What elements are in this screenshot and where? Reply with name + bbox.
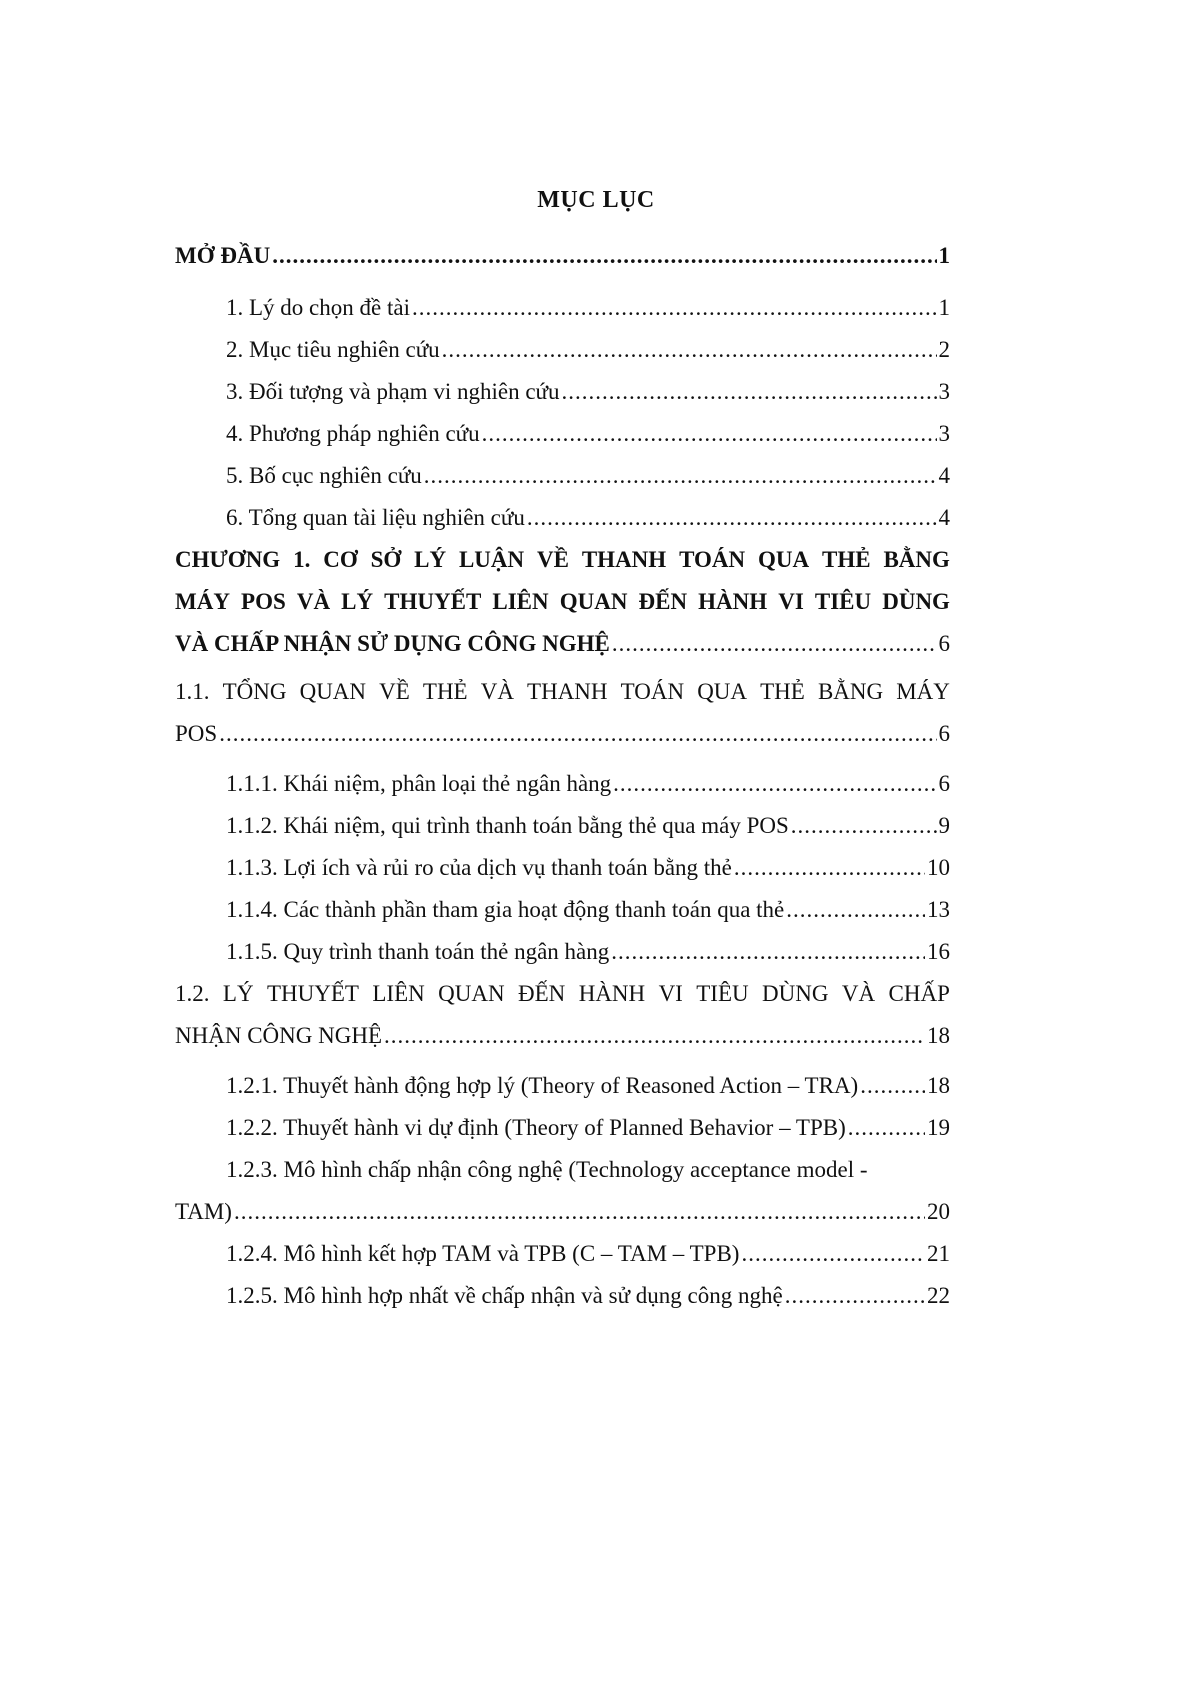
- dot-leader: [734, 847, 925, 889]
- toc-entry-text: 1.1.2. Khái niệm, qui trình thanh toán bằng thẻ qua máy POS: [226, 813, 789, 838]
- toc-entry-1-2-1[interactable]: [175, 1065, 950, 1107]
- word: QUA: [697, 679, 748, 704]
- toc-page-number: 9: [938, 813, 950, 838]
- word: THẺ: [760, 679, 805, 704]
- toc-entry-text: 6. Tổng quan tài liệu nghiên cứu: [226, 505, 525, 530]
- toc-list: [175, 235, 950, 1317]
- word: TIÊU: [814, 589, 872, 614]
- toc-page-number: 19: [927, 1115, 950, 1140]
- toc-page-number: 18: [927, 1023, 950, 1048]
- word: HÀNH: [578, 981, 646, 1006]
- toc-entry-text: 4. Phương pháp nghiên cứu: [226, 421, 480, 446]
- word: VỀ: [537, 547, 569, 572]
- toc-entry-text: POS: [175, 721, 218, 746]
- word: DÙNG: [762, 981, 829, 1006]
- dot-leader: [612, 623, 937, 665]
- word: BẰNG: [883, 547, 950, 572]
- justified-line: [175, 671, 950, 713]
- toc-entry-text: 1.2.1. Thuyết hành động hợp lý (Theory of Reasoned Action – TRA): [226, 1073, 859, 1098]
- word: VI: [778, 589, 804, 614]
- word: LÝ: [222, 981, 254, 1006]
- toc-entry-intro-1[interactable]: [175, 287, 950, 329]
- word: 1.2.: [175, 981, 210, 1006]
- word: POS: [241, 589, 286, 614]
- word: CHẤP: [888, 981, 950, 1006]
- word: LIÊN: [492, 589, 549, 614]
- toc-page-number: 21: [927, 1241, 950, 1266]
- dot-leader: [613, 763, 936, 805]
- word: MÁY: [175, 589, 230, 614]
- toc-page-number: 6: [938, 771, 950, 796]
- dot-leader: [412, 287, 937, 329]
- dot-leader: [848, 1107, 925, 1149]
- toc-entry-text: VÀ CHẤP NHẬN SỬ DỤNG CÔNG NGHỆ: [175, 631, 610, 656]
- toc-entry-text: 1.1.1. Khái niệm, phân loại thẻ ngân hàng: [226, 771, 612, 796]
- word: DÙNG: [882, 589, 950, 614]
- toc-entry-1-1-5[interactable]: [175, 931, 950, 973]
- toc-entry-section-1-1[interactable]: [175, 671, 950, 755]
- toc-page-number: 13: [927, 897, 950, 922]
- toc-entry-1-1-3[interactable]: [175, 847, 950, 889]
- toc-page-number: 1: [938, 295, 950, 320]
- toc-entry-1-2-2[interactable]: [175, 1107, 950, 1149]
- justified-line: [175, 539, 950, 581]
- toc-entry-1-2-5[interactable]: [175, 1275, 950, 1317]
- toc-entry-text: 1.1.4. Các thành phần tham gia hoạt động thanh toán qua thẻ: [226, 897, 785, 922]
- toc-entry-chuong-1[interactable]: [175, 539, 950, 665]
- toc-entry-text: 1.2.4. Mô hình kết hợp TAM và TPB (C – TAM – TPB): [226, 1241, 740, 1266]
- word: VÀ: [296, 589, 331, 614]
- toc-entry-intro-2[interactable]: [175, 329, 950, 371]
- toc-page-number: 1: [938, 243, 950, 268]
- toc-entry-text: 1.1.3. Lợi ích và rủi ro của dịch vụ thanh toán bằng thẻ: [226, 855, 732, 880]
- word: CƠ: [323, 547, 358, 572]
- justified-line: [175, 581, 950, 623]
- toc-entry-text: NHẬN CÔNG NGHỆ: [175, 1023, 382, 1048]
- toc-page-number: 22: [927, 1283, 950, 1308]
- dot-leader: [611, 931, 925, 973]
- dot-leader: [785, 1275, 925, 1317]
- word: THANH: [527, 679, 608, 704]
- word: QUA: [757, 547, 810, 572]
- word: THẺ: [821, 547, 871, 572]
- toc-entry-section-1-2[interactable]: [175, 973, 950, 1057]
- word: QUAN: [438, 981, 505, 1006]
- toc-entry-mo-dau[interactable]: [175, 235, 950, 277]
- word: THẺ: [422, 679, 468, 704]
- toc-entry-text: 1. Lý do chọn đề tài: [226, 295, 410, 320]
- toc-entry-text: 2. Mục tiêu nghiên cứu: [226, 337, 440, 362]
- word: 1.: [293, 547, 311, 572]
- word: MÁY: [896, 679, 950, 704]
- toc-page-number: 6: [938, 631, 950, 656]
- toc-entry-intro-3[interactable]: [175, 371, 950, 413]
- toc-entry-text: 5. Bố cục nghiên cứu: [226, 463, 422, 488]
- toc-entry-1-1-4[interactable]: [175, 889, 950, 931]
- dot-leader: [234, 1191, 925, 1233]
- toc-page-number: 4: [938, 463, 950, 488]
- toc-entry-intro-5[interactable]: [175, 455, 950, 497]
- toc-page-number: 18: [927, 1073, 950, 1098]
- word: VÀ: [480, 679, 514, 704]
- toc-entry-intro-4[interactable]: [175, 413, 950, 455]
- word: ĐẾN: [518, 981, 566, 1006]
- dot-leader: [384, 1015, 925, 1057]
- word: TOÁN: [679, 547, 746, 572]
- dot-leader: [272, 235, 936, 277]
- dot-leader: [786, 889, 925, 931]
- dot-leader: [424, 455, 937, 497]
- word: SỞ: [370, 547, 402, 572]
- word: VÀ: [841, 981, 876, 1006]
- toc-entry-intro-6[interactable]: [175, 497, 950, 539]
- word: TIÊU: [696, 981, 749, 1006]
- word: TỔNG: [222, 679, 287, 704]
- toc-page-number: 10: [927, 855, 950, 880]
- toc-entry-text: 1.2.3. Mô hình chấp nhận công nghệ (Technology acceptance model -: [226, 1157, 868, 1182]
- dot-leader: [219, 713, 936, 755]
- word: LÝ: [341, 589, 374, 614]
- toc-entry-text: MỞ ĐẦU: [175, 243, 271, 268]
- word: BẰNG: [817, 679, 884, 704]
- toc-entry-text: 3. Đối tượng và phạm vi nghiên cứu: [226, 379, 560, 404]
- dot-leader: [860, 1065, 925, 1107]
- toc-entry-text: 1.1.5. Quy trình thanh toán thẻ ngân hàng: [226, 939, 610, 964]
- word: THANH: [581, 547, 667, 572]
- toc-entry-1-1-1[interactable]: [175, 763, 950, 805]
- toc-page-number: 6: [938, 721, 950, 746]
- word: HÀNH: [698, 589, 768, 614]
- word: QUAN: [559, 589, 628, 614]
- dot-leader: [562, 371, 937, 413]
- word: CHƯƠNG: [175, 547, 281, 572]
- dot-leader: [482, 413, 937, 455]
- word: VI: [658, 981, 683, 1006]
- toc-entry-1-1-2[interactable]: [175, 805, 950, 847]
- dot-leader: [741, 1233, 925, 1275]
- toc-entry-1-2-3[interactable]: [175, 1149, 950, 1233]
- toc-page-number: 4: [938, 505, 950, 530]
- toc-page-number: 2: [938, 337, 950, 362]
- word: THUYẾT: [266, 981, 359, 1006]
- word: LÝ: [414, 547, 447, 572]
- word: LUẬN: [458, 547, 525, 572]
- word: LIÊN: [372, 981, 425, 1006]
- toc-page-number: 3: [938, 379, 950, 404]
- toc-title: MỤC LỤC: [537, 187, 655, 213]
- dot-leader: [791, 805, 937, 847]
- toc-page-number: 16: [927, 939, 950, 964]
- toc-entry-text: 1.2.2. Thuyết hành vi dự định (Theory of Planned Behavior – TPB): [226, 1115, 846, 1140]
- word: 1.1.: [175, 679, 210, 704]
- toc-entry-text: 1.2.5. Mô hình hợp nhất về chấp nhận và sử dụng công nghệ: [226, 1283, 783, 1308]
- word: THUYẾT: [384, 589, 482, 614]
- toc-page-number: 3: [938, 421, 950, 446]
- dot-leader: [527, 497, 937, 539]
- toc-entry-1-2-4[interactable]: [175, 1233, 950, 1275]
- toc-entry-text-continued: TAM): [175, 1199, 232, 1224]
- justified-line: [175, 973, 950, 1015]
- word: ĐẾN: [638, 589, 688, 614]
- word: TOÁN: [620, 679, 685, 704]
- word: QUAN: [299, 679, 367, 704]
- toc-page-number: 20: [927, 1199, 950, 1224]
- dot-leader: [442, 329, 937, 371]
- word: VỀ: [379, 679, 410, 704]
